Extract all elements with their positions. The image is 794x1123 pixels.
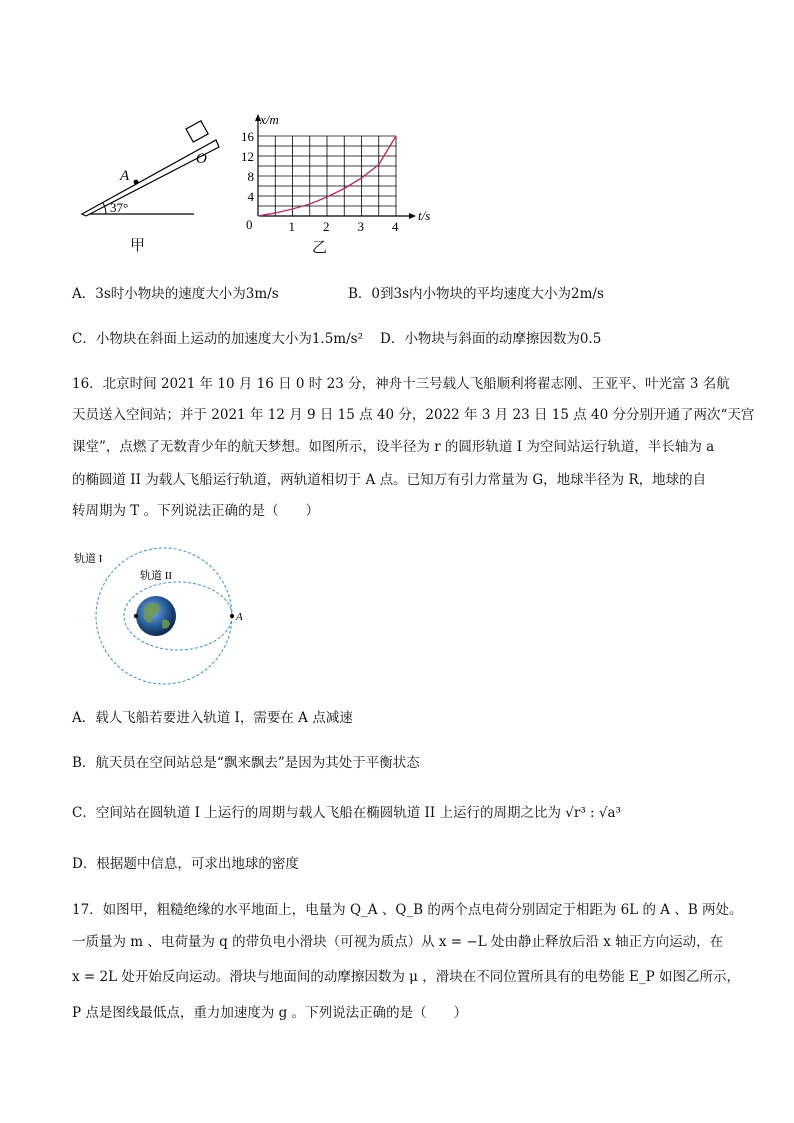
xt-caption: 乙 xyxy=(312,238,328,256)
orbit-figure xyxy=(70,546,245,686)
q17-stem-line2: 一质量为 m 、电荷量为 q 的带负电小滑块（可视为质点）从 x = −L 处由静止释放后沿 x 轴正方向运动，在 xyxy=(72,934,724,950)
x-tick-label: 4 xyxy=(392,219,399,234)
x-axis-label: t/s xyxy=(418,208,431,223)
origin-label: 0 xyxy=(246,217,253,232)
y-axis-label: x/m xyxy=(260,112,279,127)
q16-option-b[interactable]: B．航天员在空间站总是“飘来飘去”是因为其处于平衡状态 xyxy=(72,755,420,771)
q17-stem-line3: x = 2L 处开始反向运动。滑块与地面间的动摩擦因数为 μ ，滑块在不同位置所具有的电势能 E_P 如图乙所示， xyxy=(72,969,740,985)
incline-caption: 甲 xyxy=(130,236,146,254)
point-a-label: A xyxy=(120,168,130,184)
x-tick-label: 1 xyxy=(288,219,295,234)
q17-stem-line4: P 点是图线最低点，重力加速度为 g 。下列说法正确的是（ ） xyxy=(72,1005,468,1021)
q15-option-c[interactable]: C．小物块在斜面上运动的加速度大小为1.5m/s² xyxy=(72,331,363,347)
y-tick-label: 12 xyxy=(241,149,254,164)
chart-ticks xyxy=(241,129,399,234)
point-a-dot xyxy=(230,614,234,618)
q16-stem-line5: 转周期为 T 。下列说法正确的是（ ） xyxy=(72,503,320,519)
q15-option-a[interactable]: A．3s时小物块的速度大小为3m/s xyxy=(72,286,279,302)
q16-option-d[interactable]: D．根据题中信息，可求出地球的密度 xyxy=(72,856,299,872)
incline-figure xyxy=(70,110,230,260)
orbit-1-label: 轨道 I xyxy=(74,553,103,565)
x-tick-label: 2 xyxy=(323,219,330,234)
x-axis-arrow xyxy=(409,213,416,219)
y-tick-label: 16 xyxy=(241,129,254,144)
xt-chart xyxy=(228,100,448,260)
orbit-2-label: 轨道 II xyxy=(140,570,173,582)
q15-option-b[interactable]: B．0到3s内小物块的平均速度大小为2m/s xyxy=(348,286,604,302)
block xyxy=(186,121,208,142)
point-o-label: O xyxy=(196,151,207,167)
point-a-label: A xyxy=(236,611,243,623)
y-tick-label: 4 xyxy=(247,189,254,204)
point-a-dot xyxy=(134,180,139,185)
perigee-dot xyxy=(134,614,138,618)
q16-option-c[interactable]: C．空间站在圆轨道 I 上运行的周期与载人飞船在椭圆轨道 II 上运行的周期之比为 √r³ : √a³ xyxy=(72,805,621,821)
y-tick-label: 8 xyxy=(247,169,254,184)
q16-stem-line4: 的椭圆道 II 为载人飞船运行轨道，两轨道相切于 A 点。已知万有引力常量为 G，地球半径为 R，地球的自 xyxy=(72,472,707,488)
q16-stem-line3: 课堂”，点燃了无数青少年的航天梦想。如图所示，设半径为 r 的圆形轨道 I 为空间站运行轨道，半长轴为 a xyxy=(72,439,715,455)
q16-stem-line2: 天员送入空间站；并于 2021 年 12 月 9 日 15 点 40 分，2022 年 3 月 23 日 15 点 40 分分别开通了两次“天宫 xyxy=(72,407,755,423)
q17-stem-line1: 17．如图甲，粗糙绝缘的水平地面上，电量为 Q_A 、Q_B 的两个点电荷分别固定于相距为 6L 的 A 、B 两处。 xyxy=(72,902,743,918)
q16-stem-line1: 16．北京时间 2021 年 10 月 16 日 0 时 23 分，神舟十三号载人飞船顺利将翟志刚、王亚平、叶光富 3 名航 xyxy=(72,376,730,392)
chart-grid xyxy=(258,136,396,216)
x-tick-label: 3 xyxy=(357,219,364,234)
angle-label: 37° xyxy=(110,200,129,215)
q15-option-d[interactable]: D．小物块与斜面的动摩擦因数为0.5 xyxy=(380,331,602,347)
q16-option-a[interactable]: A．载人飞船若要进入轨道 I，需要在 A 点减速 xyxy=(72,710,353,726)
earth xyxy=(136,596,176,636)
